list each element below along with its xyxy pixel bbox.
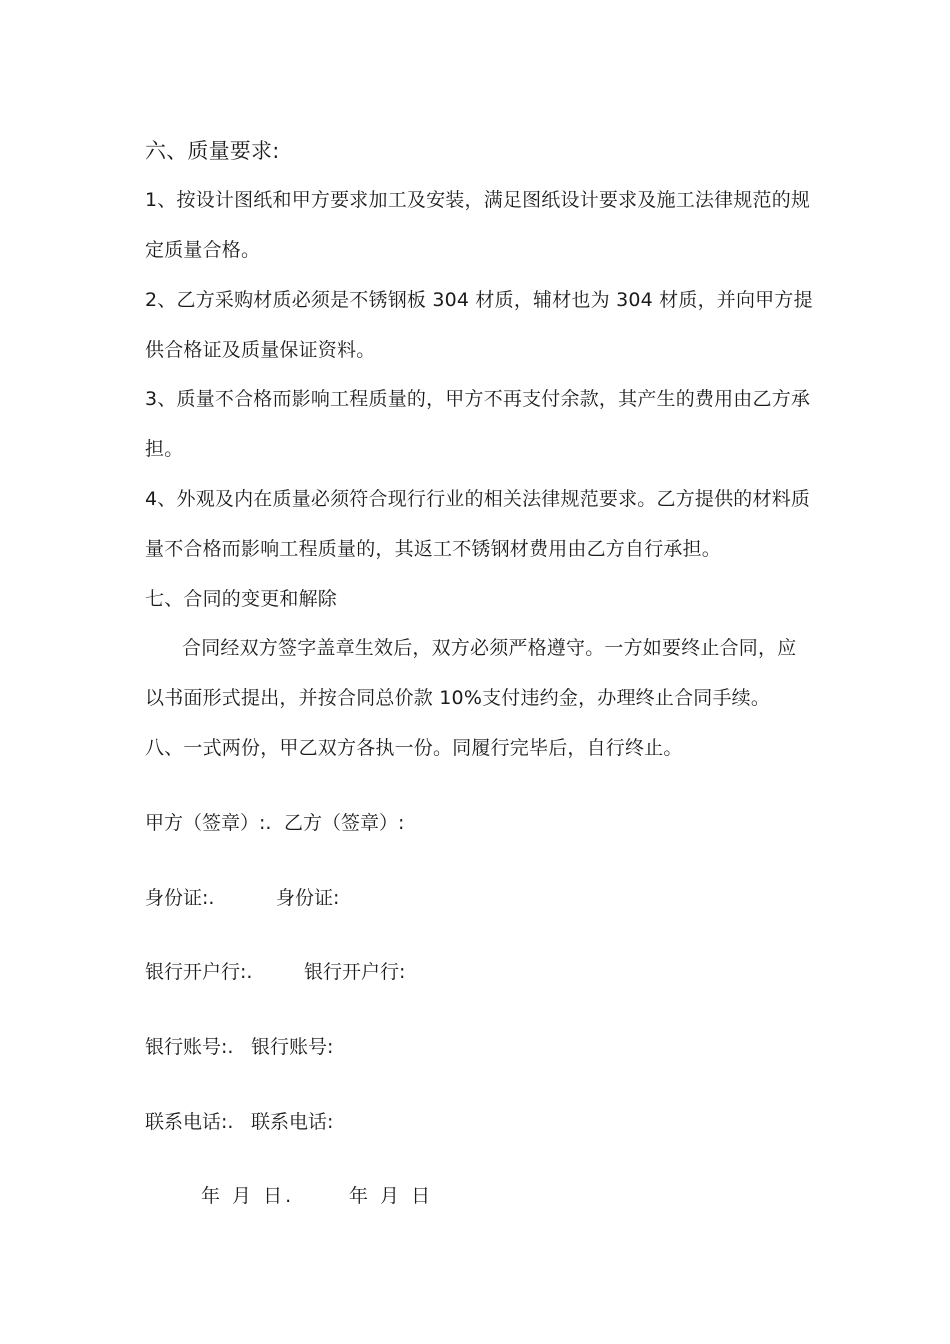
party-a-date: 年 月 日. — [201, 1185, 295, 1207]
party-b-id-label: 身份证: — [276, 887, 340, 909]
party-a-seal-label: 甲方（签章）:. — [145, 812, 272, 834]
party-a-bank-label: 银行开户行:. — [145, 961, 253, 983]
item-4-line-1: 4、外观及内在质量必须符合现行行业的相关法律规范要求。乙方提供的材料质 — [145, 488, 811, 510]
party-b-bank-label: 银行开户行: — [304, 961, 406, 983]
section-7-title: 七、合同的变更和解除 — [145, 588, 338, 610]
party-b-account-label: 银行账号: — [251, 1036, 334, 1058]
section-6-title: 六、质量要求: — [145, 139, 280, 163]
item-3-line-1: 3、质量不合格而影响工程质量的，甲方不再支付余款，其产生的费用由乙方承 — [145, 388, 811, 410]
item-1-line-2: 定质量合格。 — [145, 239, 261, 261]
party-a-account-label: 银行账号:. — [145, 1036, 234, 1058]
section-7-para-line-1: 合同经双方签字盖章生效后，双方必须严格遵守。一方如要终止合同，应 — [182, 637, 797, 659]
party-b-date: 年 月 日 — [349, 1185, 434, 1207]
section-7-para-line-2: 以书面形式提出，并按合同总价款 10%支付违约金，办理终止合同手续。 — [145, 687, 771, 709]
party-b-seal-label: 乙方（签章）: — [284, 812, 405, 834]
party-a-phone-label: 联系电话:. — [145, 1111, 234, 1133]
item-2-line-2: 供合格证及质量保证资料。 — [145, 339, 376, 361]
party-b-phone-label: 联系电话: — [251, 1111, 334, 1133]
item-1-line-1: 1、按设计图纸和甲方要求加工及安装，满足图纸设计要求及施工法律规范的规 — [145, 189, 811, 211]
party-a-id-label: 身份证:. — [145, 887, 215, 909]
item-3-line-2: 担。 — [145, 438, 184, 460]
item-4-line-2: 量不合格而影响工程质量的，其返工不锈钢材费用由乙方自行承担。 — [145, 538, 722, 560]
item-2-line-1: 2、乙方采购材质必须是不锈钢板 304 材质，辅材也为 304 材质，并向甲方提 — [145, 289, 813, 311]
section-8-text: 八、一式两份，甲乙双方各执一份。同履行完毕后，自行终止。 — [145, 737, 683, 759]
